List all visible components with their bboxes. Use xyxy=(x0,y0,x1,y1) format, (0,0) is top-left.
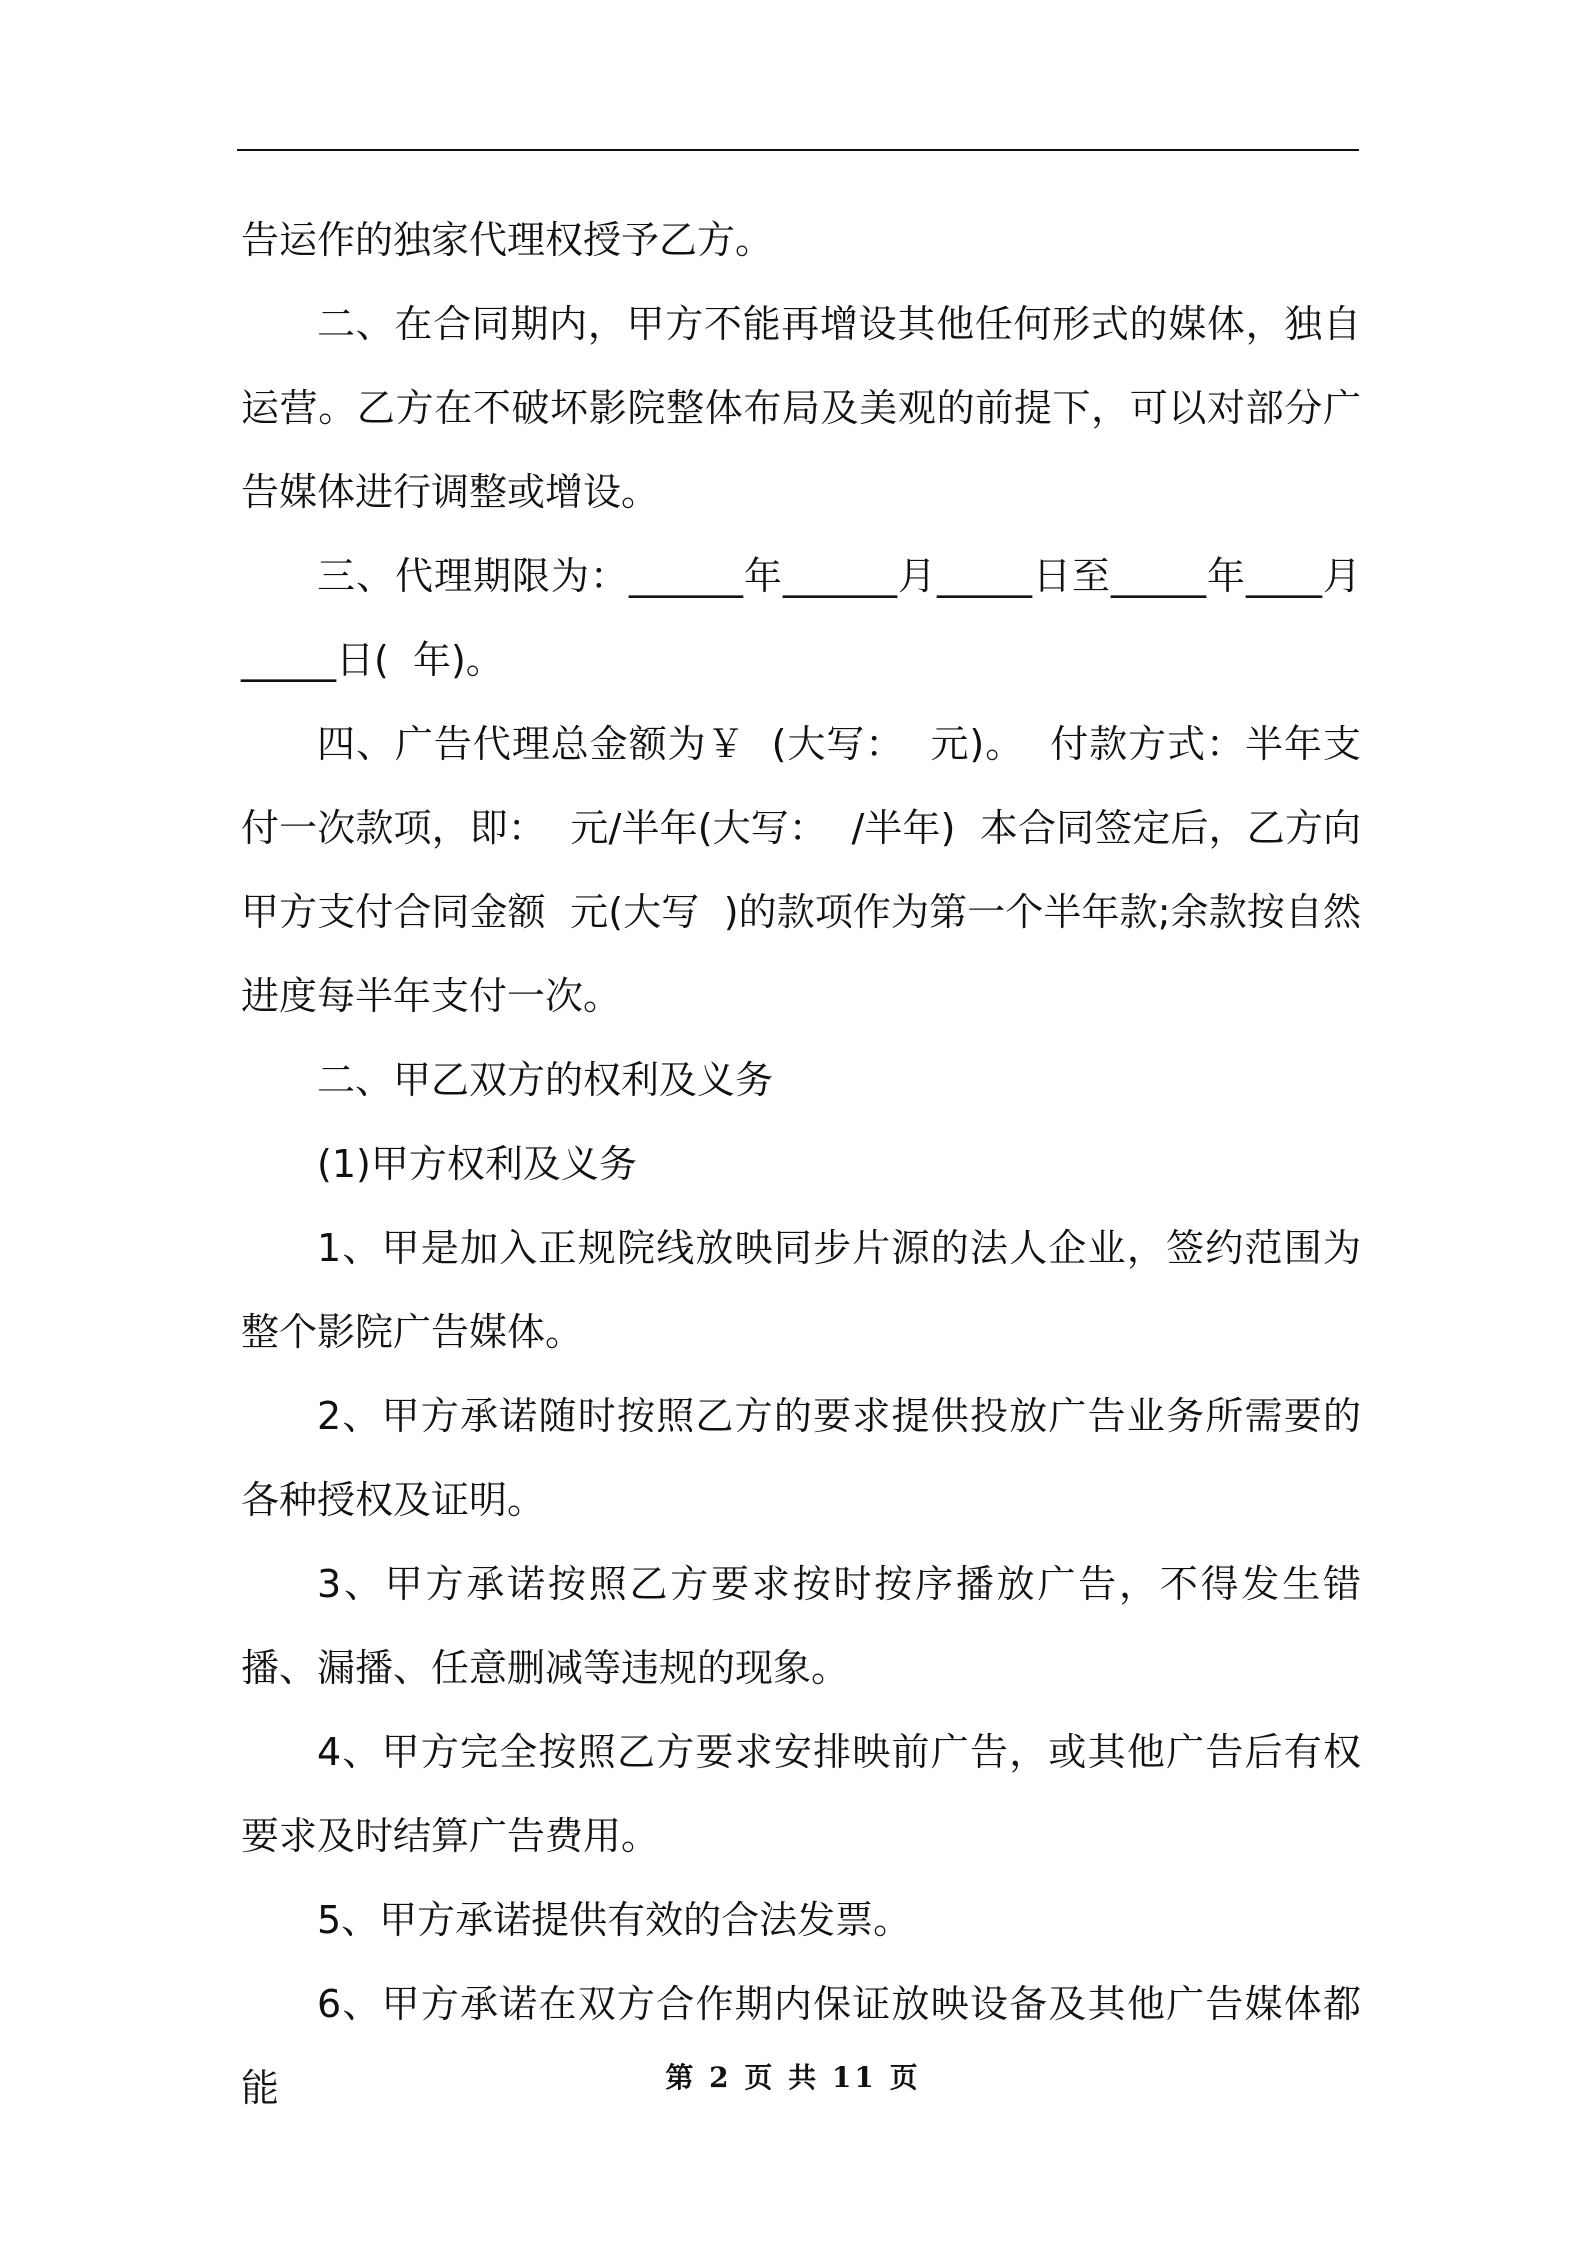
paragraph-clause-3-term: 三、代理期限为：______年______月_____日至_____年____月_____日( 年)。 xyxy=(241,554,1361,682)
header-rule xyxy=(237,149,1359,151)
list-item-5: 5、甲方承诺提供有效的合法发票。 xyxy=(317,1898,912,1942)
paragraph-continuation: 告运作的独家代理权授予乙方。 xyxy=(241,218,774,262)
paragraph-clause-2: 二、在合同期内，甲方不能再增设其他任何形式的媒体，独自运营。乙方在不破坏影院整体布局及美观的前提下，可以对部分广告媒体进行调整或增设。 xyxy=(241,302,1361,514)
page-number-footer: 第 2 页 共 11 页 xyxy=(665,2061,921,2094)
list-item-3: 3、甲方承诺按照乙方要求按时按序播放广告，不得发生错播、漏播、任意删减等违规的现象。 xyxy=(241,1562,1361,1690)
list-item-1: 1、甲是加入正规院线放映同步片源的法人企业，签约范围为整个影院广告媒体。 xyxy=(241,1226,1361,1354)
list-item-6: 6、甲方承诺在双方合作期内保证放映设备及其他广告媒体都能 xyxy=(241,1982,1361,2110)
section-heading-rights: 二、甲乙双方的权利及义务 xyxy=(317,1058,774,1102)
subsection-heading-party-a: (1)甲方权利及义务 xyxy=(317,1142,637,1186)
document-body xyxy=(241,198,1361,2130)
list-item-4: 4、甲方完全按照乙方要求安排映前广告，或其他广告后有权要求及时结算广告费用。 xyxy=(241,1730,1361,1858)
list-item-2: 2、甲方承诺随时按照乙方的要求提供投放广告业务所需要的各种授权及证明。 xyxy=(241,1394,1361,1522)
paragraph-clause-4-amount: 四、广告代理总金额为￥ (大写： 元)。 付款方式：半年支付一次款项，即： 元/半年(大写： /半年) 本合同签定后，乙方向甲方支付合同金额 元(大写 )的款项作为第一个半年款;余款按自然进度每半年支付一次。 xyxy=(241,722,1361,1018)
